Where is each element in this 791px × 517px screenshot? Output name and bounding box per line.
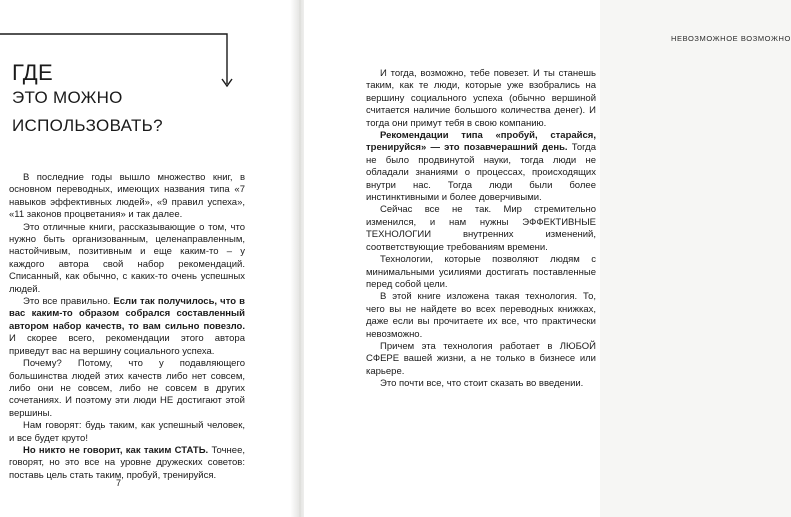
text-run: Сейчас все не так. Мир стремительно изменился, и нам нужны ЭФФЕКТИВНЫЕ ТЕХНОЛОГИИ внутренних изменений, соответствующие требованиям времени.: [366, 204, 596, 253]
heading-line-3: ИСПОЛЬЗОВАТЬ?: [12, 116, 163, 135]
running-head: НЕВОЗМОЖНОЕ ВОЗМОЖНО: [671, 34, 791, 43]
text-run: И тогда, возможно, тебе повезет. И ты станешь таким, как те люди, которые уже взобрались на вершину социального успеха (обычно вершиной считается наличие большого количества денег). И тогда они примут тебя в свою компанию.: [366, 68, 596, 129]
paragraph: [9, 358, 245, 420]
paragraph: [9, 222, 245, 296]
text-run: Нам говорят: будь таким, как успешный человек, и все будет круто!: [9, 420, 245, 444]
text-run: Это все правильно.: [23, 296, 114, 308]
text-run: Это отличные книги, рассказывающие о том, что нужно быть организованным, целенаправленным, настойчивым, позитивным и еще каким-то – у каждого автора свой набор рекомендаций. Списанный, как обычно, с каких-то очень успешных людей.: [9, 221, 245, 295]
heading-line-2: ЭТО МОЖНО: [12, 88, 123, 107]
right-body-text: [366, 68, 596, 391]
text-run: Технологии, которые позволяют людям с минимальными усилиями достигать поставленные перед собой цели.: [366, 254, 596, 290]
text-run: Это почти все, что стоит сказать во введении.: [380, 378, 584, 390]
paragraph: [366, 378, 596, 390]
text-run: В этой книге изложена такая технология. То, чего вы не найдете во всех переводных книжках, даже если вы прочитаете их все, что практически невозможно.: [366, 291, 596, 340]
paragraph: [9, 296, 245, 358]
left-body-text: [9, 172, 245, 482]
text-run: Причем эта технология работает в ЛЮБОЙ СФЕРЕ вашей жизни, а не только в бизнесе или карьере.: [366, 340, 596, 377]
text-run: И скорее всего, рекомендации этого автора приведут вас на вершину социального успеха.: [9, 333, 245, 357]
text-run: Точнее, говорят, но это все на уровне дружеских советов: поставь цель стать таким, пробуй, тренируйся.: [9, 444, 245, 481]
paragraph: [9, 420, 245, 445]
paragraph: [366, 291, 596, 341]
text-run: В последние годы вышло множество книг, в основном переводных, имеющих названия типа «7 навыков эффективных людей», «9 правил успеха», «11 законов процветания» и так далее.: [9, 172, 245, 221]
page-number: 7: [116, 478, 122, 488]
text-run: Почему? Потому, что у подавляющего большинства людей этих качеств либо нет совсем, либо они не совсем, либо не совсем в других сочетаниях. И поэтому эти люди НЕ достигают этой вершины.: [9, 358, 245, 419]
paragraph: [366, 204, 596, 254]
bold-text: Но никто не говорит, как таким СТАТЬ.: [23, 444, 209, 456]
paragraph: [366, 130, 596, 204]
paragraph: [366, 68, 596, 130]
paragraph: [366, 341, 596, 378]
paragraph: [9, 172, 245, 222]
paragraph: [366, 254, 596, 291]
bold-text: Рекомендации типа «пробуй, старайся, тренируйся» — это позавчерашний день.: [366, 130, 596, 154]
left-page: [0, 0, 296, 517]
text-run: Тогда не было продвинутой науки, тогда люди не обладали знаниями о процессах, происходящих внутри нас. Тогда люди были более инстинктивными и более доверчивыми.: [366, 142, 597, 204]
bold-text: Если так получилось, что в вас каким-то образом собрался составленный автором набор качеств, то вам сильно повезло.: [9, 296, 245, 332]
paragraph: [9, 445, 245, 482]
heading-line-1: ГДЕ: [12, 60, 53, 85]
chapter-heading: [0, 0, 296, 160]
